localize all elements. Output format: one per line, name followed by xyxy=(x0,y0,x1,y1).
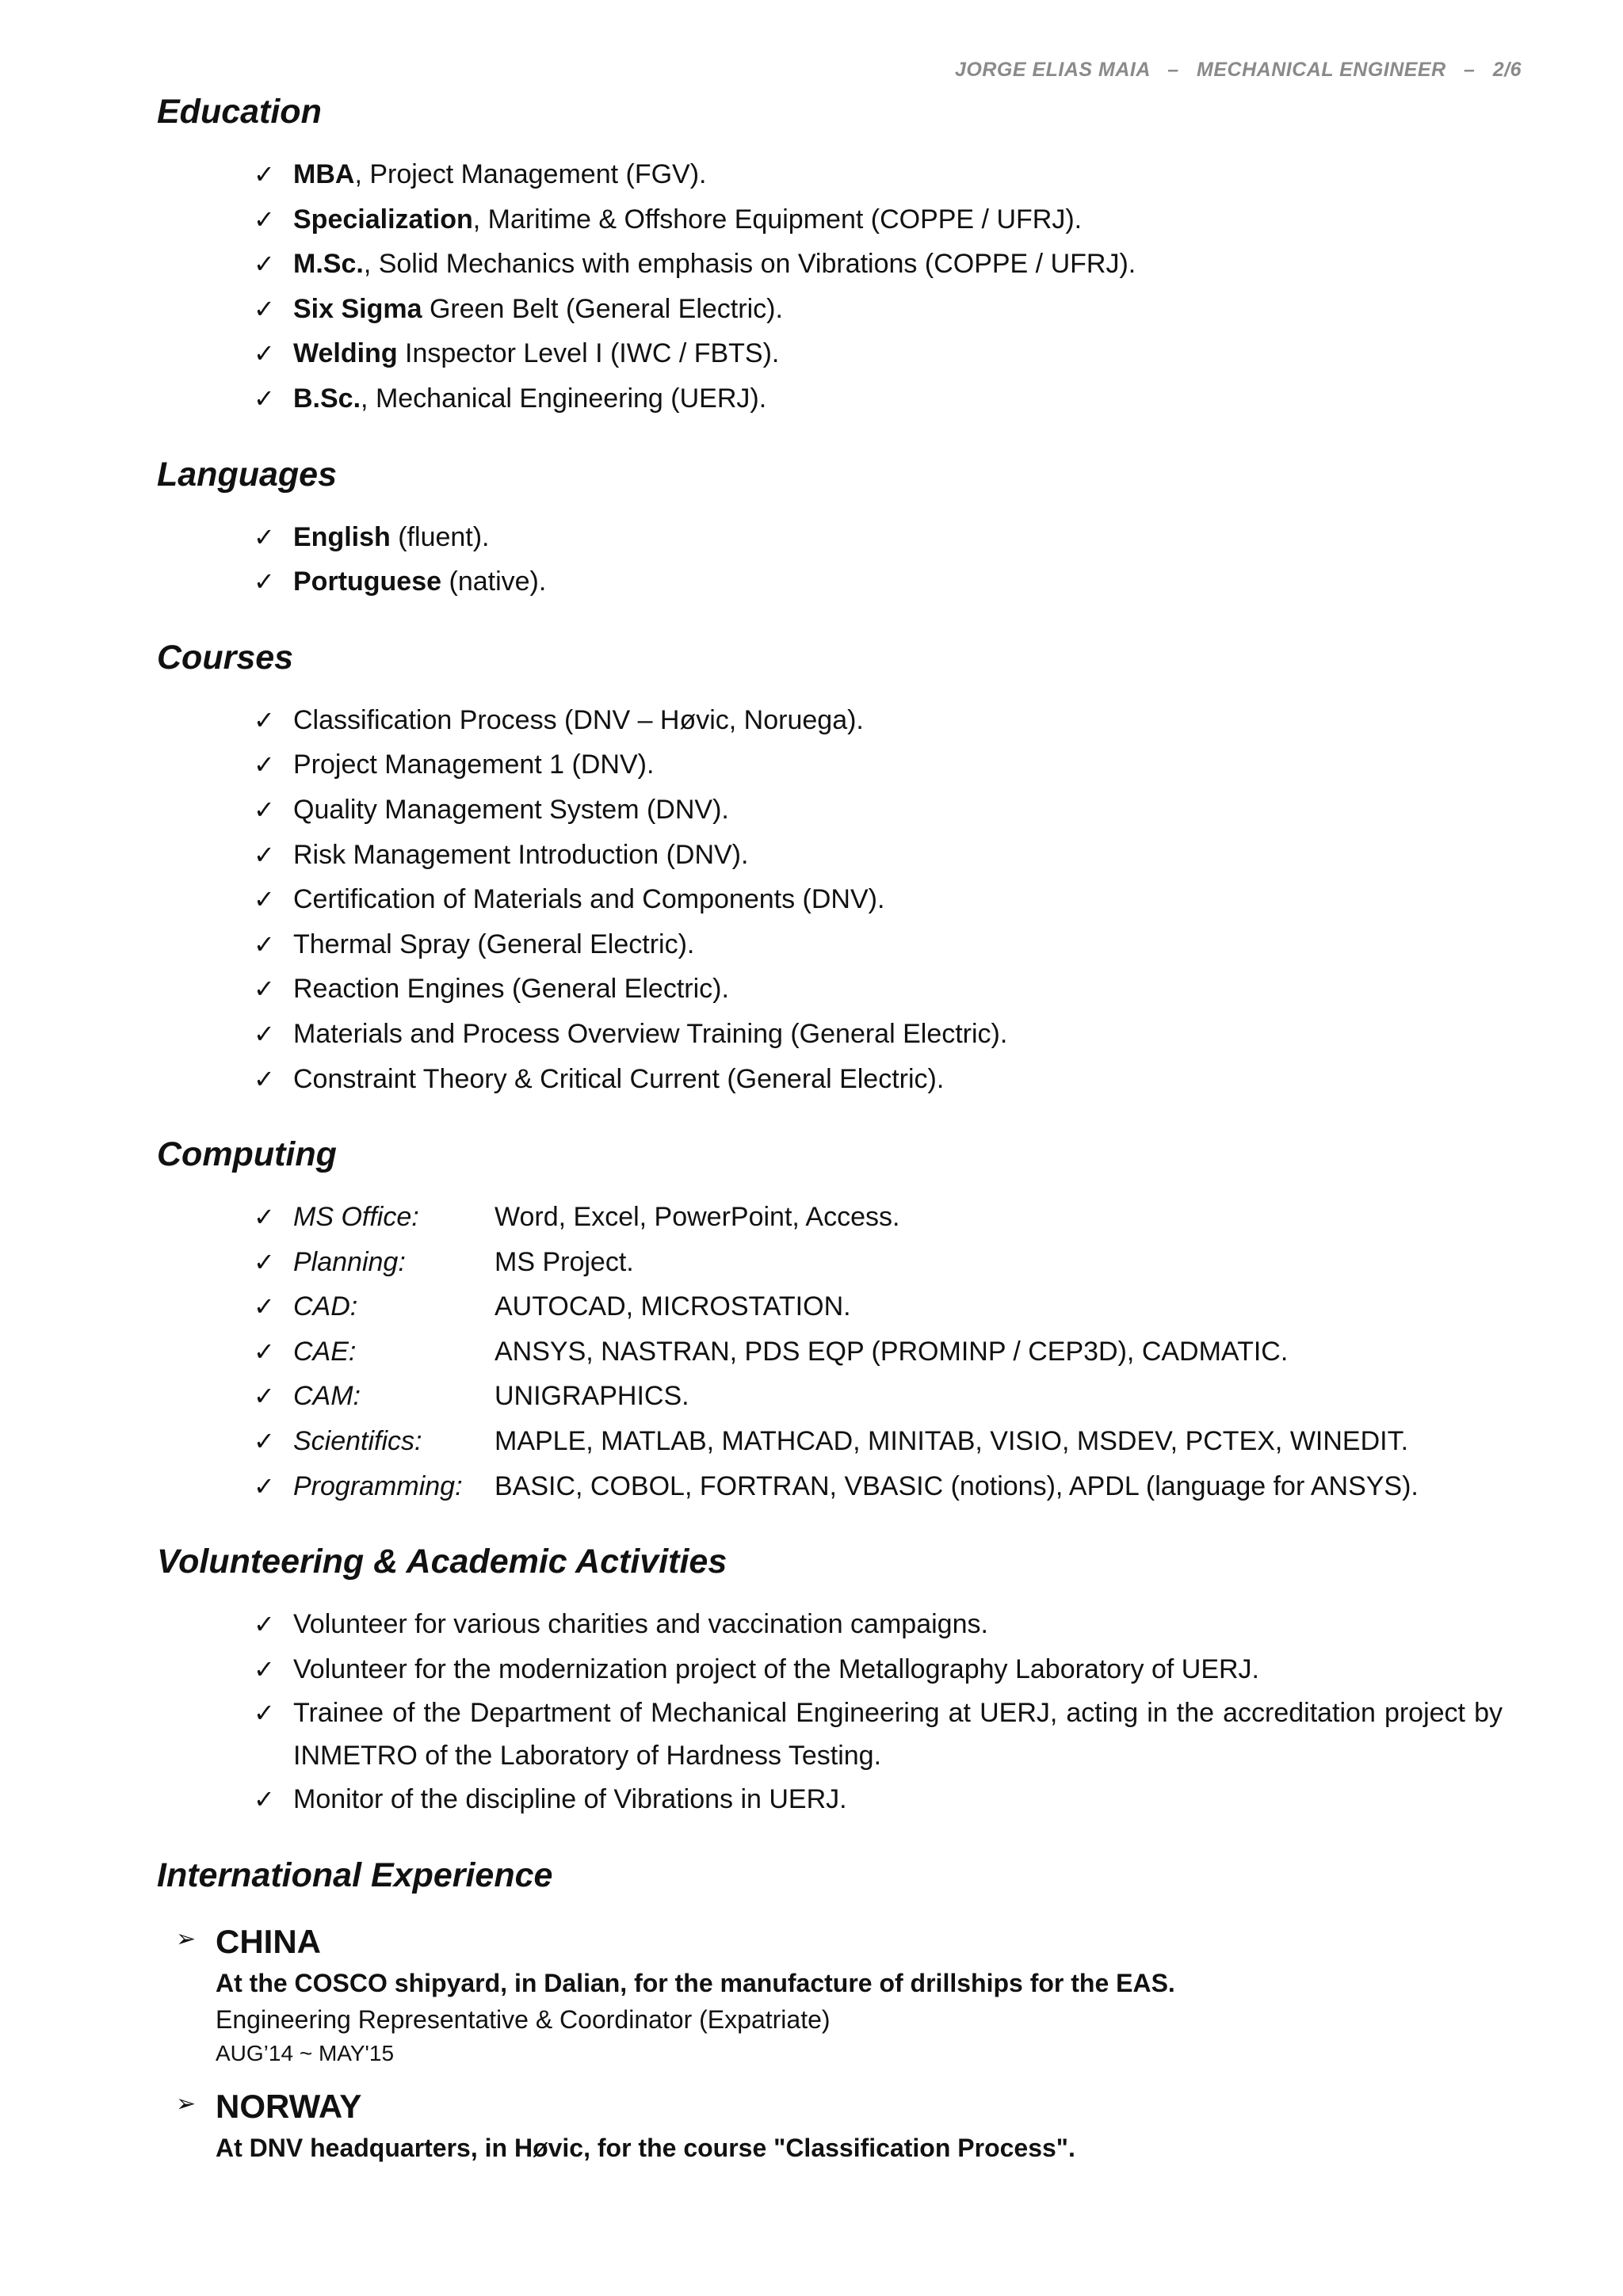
check-icon: ✓ xyxy=(254,704,275,735)
list-item: ✓ Welding Inspector Level I (IWC / FBTS). xyxy=(157,331,1504,376)
list-item: ✓ Portuguese (native). xyxy=(157,559,1504,605)
check-icon: ✓ xyxy=(254,1336,275,1367)
international-list xyxy=(157,1919,1504,2166)
list-item: ✓ Certification of Materials and Components (DNV). xyxy=(157,877,1504,922)
languages-title: Languages xyxy=(157,455,337,494)
check-icon: ✓ xyxy=(254,1609,275,1640)
list-item: ✓ Monitor of the discipline of Vibrations in UERJ. xyxy=(157,1777,1504,1822)
arrow-bullet-icon: ➢ xyxy=(176,2090,197,2119)
languages-list xyxy=(157,515,1504,605)
check-icon: ✓ xyxy=(254,794,275,825)
education-list xyxy=(157,152,1504,421)
list-item: ✓ Constraint Theory & Critical Current (General Electric). xyxy=(157,1057,1504,1102)
list-item: ✓ Thermal Spray (General Electric). xyxy=(157,922,1504,967)
computing-title: Computing xyxy=(157,1135,337,1174)
check-icon: ✓ xyxy=(254,249,275,280)
check-icon: ✓ xyxy=(254,383,275,414)
list-item: ✓ English (fluent). xyxy=(157,515,1504,560)
country-place: At the COSCO shipyard, in Dalian, for the manufacture of drillships for the EAS. xyxy=(216,1969,1175,1998)
list-item: ✓ Quality Management System (DNV). xyxy=(157,788,1504,833)
check-icon: ✓ xyxy=(254,338,275,369)
list-item: ✓ Programming: BASIC, COBOL, FORTRAN, VBASIC (notions), APDL (language for ANSYS). xyxy=(157,1464,1504,1509)
list-item: ✓ B.Sc., Mechanical Engineering (UERJ). xyxy=(157,376,1504,421)
check-icon: ✓ xyxy=(254,1018,275,1049)
list-item: ✓ Planning: MS Project. xyxy=(157,1240,1504,1285)
check-icon: ✓ xyxy=(254,1202,275,1233)
list-item: ✓ Six Sigma Green Belt (General Electric). xyxy=(157,287,1504,332)
country-entry xyxy=(157,2084,1504,2166)
volunteering-list xyxy=(157,1602,1504,1822)
check-icon: ✓ xyxy=(254,1291,275,1322)
list-item: ✓ MS Office: Word, Excel, PowerPoint, Access. xyxy=(157,1195,1504,1240)
list-item: ✓ Reaction Engines (General Electric). xyxy=(157,967,1504,1012)
list-item: ✓ Scientifics: MAPLE, MATLAB, MATHCAD, MINITAB, VISIO, MSDEV, PCTEX, WINEDIT. xyxy=(157,1419,1504,1464)
courses-title: Courses xyxy=(157,638,294,677)
check-icon: ✓ xyxy=(254,749,275,780)
check-icon: ✓ xyxy=(254,884,275,915)
check-icon: ✓ xyxy=(254,293,275,324)
list-item: ✓ MBA, Project Management (FGV). xyxy=(157,152,1504,197)
check-icon: ✓ xyxy=(254,159,275,189)
list-item: ✓ Classification Process (DNV – Høvic, Noruega). xyxy=(157,698,1504,743)
check-icon: ✓ xyxy=(254,974,275,1005)
education-title: Education xyxy=(157,93,322,131)
country-name: CHINA xyxy=(216,1923,321,1961)
check-icon: ✓ xyxy=(254,1653,275,1684)
list-item: ✓ M.Sc., Solid Mechanics with emphasis on Vibrations (COPPE / UFRJ). xyxy=(157,242,1504,287)
country-entry xyxy=(157,1919,1504,2069)
check-icon: ✓ xyxy=(254,839,275,870)
list-item: ✓ Risk Management Introduction (DNV). xyxy=(157,833,1504,878)
arrow-bullet-icon: ➢ xyxy=(176,1925,197,1954)
computing-list xyxy=(157,1195,1504,1508)
page-header: JORGE ELIAS MAIA – MECHANICAL ENGINEER – 2/6 xyxy=(954,59,1522,81)
list-item: ✓ Volunteer for the modernization project of the Metallography Laboratory of UERJ. xyxy=(157,1647,1504,1692)
list-item: ✓ Specialization, Maritime & Offshore Equipment (COPPE / UFRJ). xyxy=(157,197,1504,242)
list-item: ✓ Trainee of the Department of Mechanical Engineering at UERJ, acting in the accreditation project by INMETRO of the Laboratory of Hardness Testing. xyxy=(157,1691,1503,1777)
check-icon: ✓ xyxy=(254,1784,275,1815)
resume-page-content xyxy=(157,87,1504,2166)
check-icon: ✓ xyxy=(254,1426,275,1457)
list-item: ✓ Volunteer for various charities and vaccination campaigns. xyxy=(157,1602,1504,1647)
list-item: ✓ Materials and Process Overview Training (General Electric). xyxy=(157,1012,1504,1057)
country-place: At DNV headquarters, in Høvic, for the course "Classification Process". xyxy=(216,2134,1075,2163)
courses-list xyxy=(157,698,1504,1101)
check-icon: ✓ xyxy=(254,1470,275,1501)
check-icon: ✓ xyxy=(254,929,275,959)
international-title: International Experience xyxy=(157,1856,553,1895)
list-item: ✓ CAE: ANSYS, NASTRAN, PDS EQP (PROMINP / CEP3D), CADMATIC. xyxy=(157,1329,1504,1375)
check-icon: ✓ xyxy=(254,566,275,597)
check-icon: ✓ xyxy=(254,1063,275,1094)
check-icon: ✓ xyxy=(254,521,275,552)
country-role: Engineering Representative & Coordinator (Expatriate) xyxy=(216,2005,831,2035)
country-name: NORWAY xyxy=(216,2088,362,2126)
list-item: ✓ Project Management 1 (DNV). xyxy=(157,742,1504,788)
check-icon: ✓ xyxy=(254,1698,275,1729)
list-item: ✓ CAM: UNIGRAPHICS. xyxy=(157,1374,1504,1419)
volunteering-title: Volunteering & Academic Activities xyxy=(157,1543,727,1581)
check-icon: ✓ xyxy=(254,1381,275,1412)
check-icon: ✓ xyxy=(254,1246,275,1277)
country-dates: AUG’14 ~ MAY'15 xyxy=(216,2041,395,2066)
list-item: ✓ CAD: AUTOCAD, MICROSTATION. xyxy=(157,1284,1504,1329)
check-icon: ✓ xyxy=(254,204,275,235)
